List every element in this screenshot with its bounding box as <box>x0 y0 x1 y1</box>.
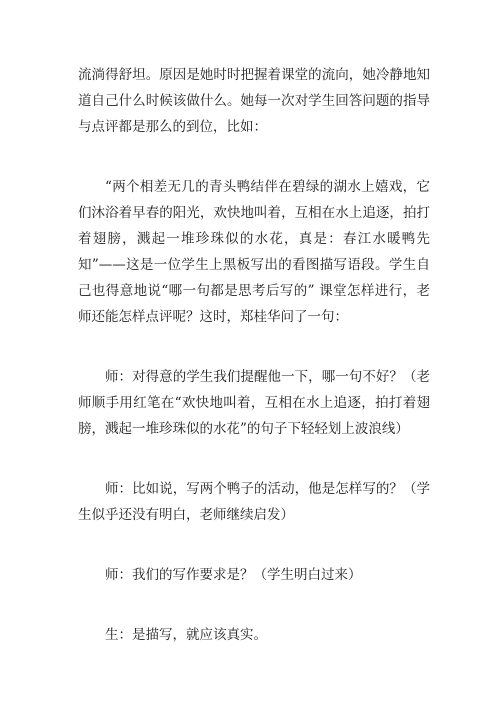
paragraph-student-passage: “两个相差无几的青头鸭结伴在碧绿的湖水上嬉戏，它们沐浴着早春的阳光，欢快地叫着，互相在水上追逐，拍打着翅膀，溅起一堆珍珠似的水花，真是：春江水暖鸭先知”——这是一位学生上黑板写出的看图描写语段。学生自己也得意地说“哪一句都是思考后写的” 课堂怎样进行，老师还能怎样点评呢？这时，郑桂华问了一句： <box>78 179 430 325</box>
paragraph-teacher-remark-3: 师：我们的写作要求是？（学生明白过来） <box>105 567 362 583</box>
paragraph-intro: 流淌得舒坦。原因是她时时把握着课堂的流向，她冷静地知道自己什么时候该做什么。她每一次对学生回答问题的指导与点评都是那么的到位，比如： <box>78 67 430 135</box>
paragraph-student-reply: 生：是描写，就应该真实。 <box>105 627 267 643</box>
paragraph-teacher-remark-2: 师：比如说，写两个鸭子的活动，他是怎样写的？（学生似乎还没有明白，老师继续启发） <box>78 481 430 523</box>
paragraph-teacher-remark-1: 师：对得意的学生我们提醒他一下，哪一句不好？（老师顺手用红笔在“欢快地叫着，互相在水上追逐，拍打着翅膀，溅起一堆珍珠似的水花”的句子下轻轻划上波浪线） <box>78 369 430 437</box>
document-body <box>78 62 430 648</box>
